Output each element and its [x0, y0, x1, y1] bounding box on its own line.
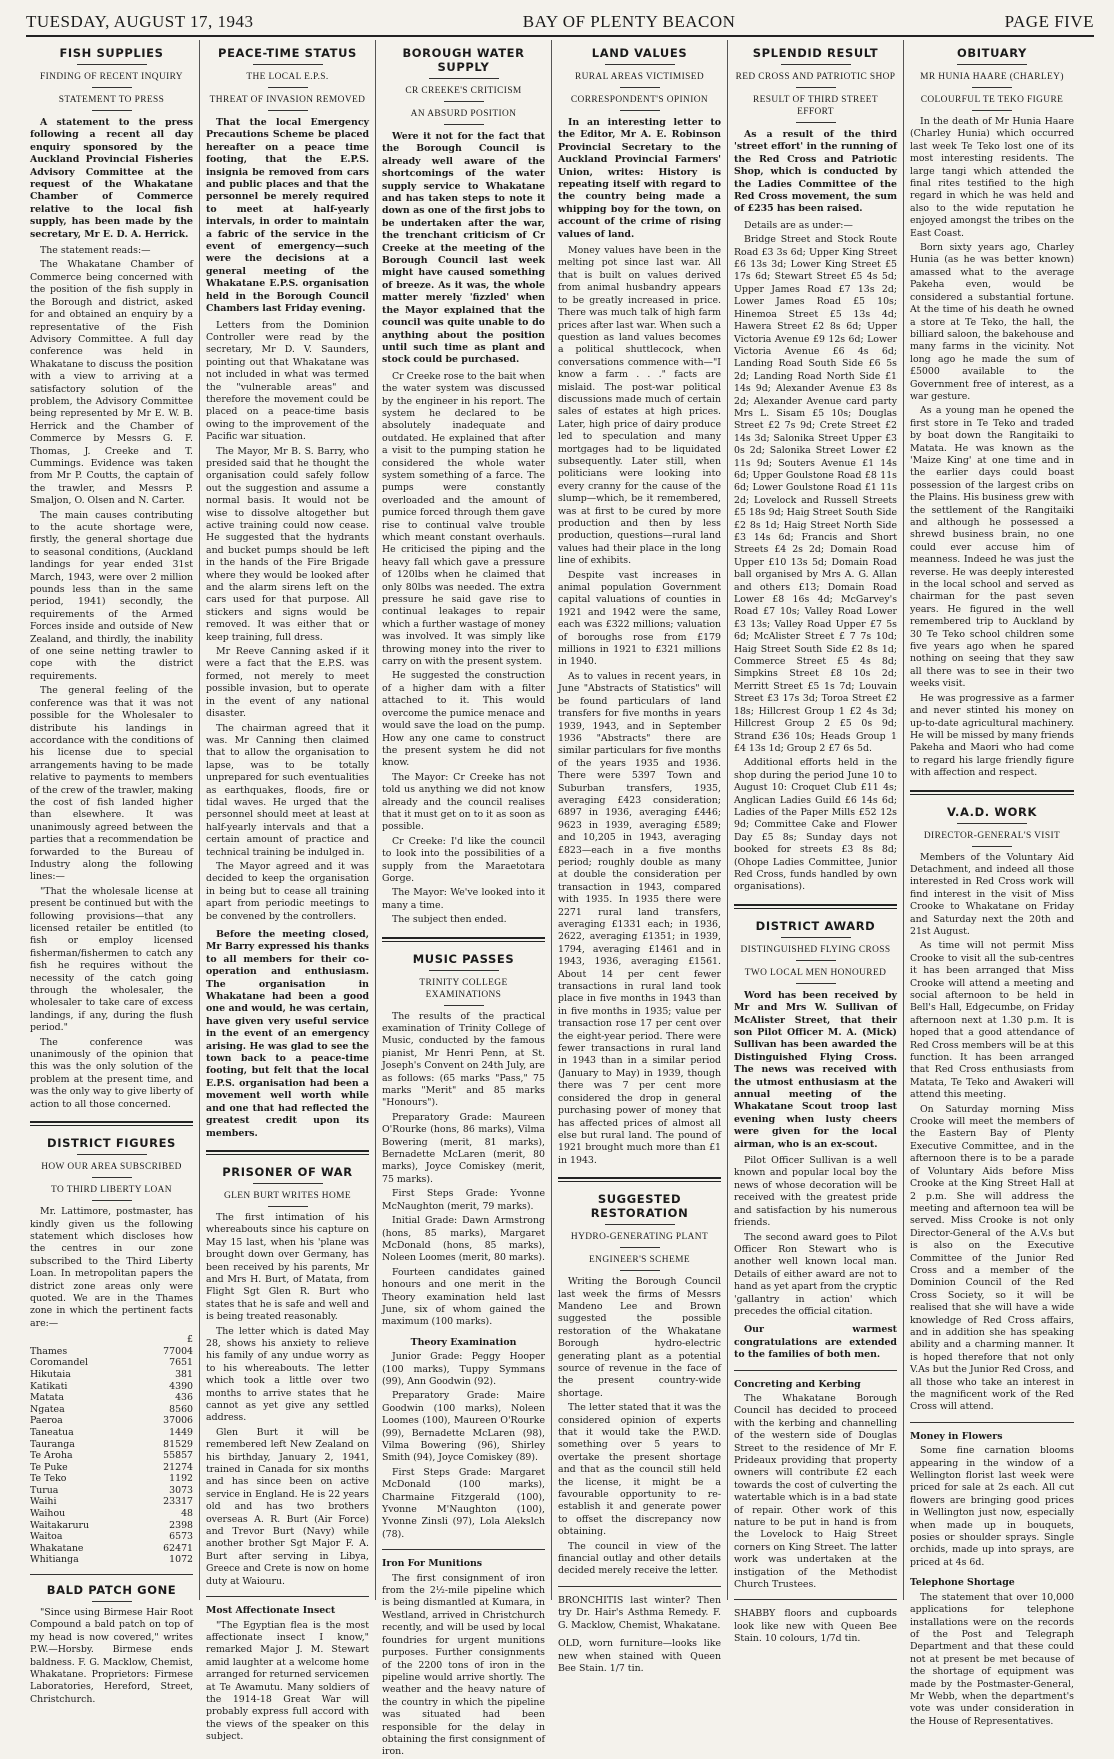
land-headline: LAND VALUES: [591, 46, 688, 60]
place-name: Taneatua: [30, 1426, 74, 1438]
loan-amount: 21274: [163, 1461, 193, 1473]
peace-headline: PEACE-TIME STATUS: [218, 46, 357, 60]
divider: [429, 970, 499, 971]
place-name: Ngatea: [30, 1403, 65, 1415]
district-subhead-2: TO THIRD LIBERTY LOAN: [51, 1185, 172, 1196]
paragraph: Preparatory Grade: Maureen O'Rourke (hons, 86 marks), Vilma Bowering (merit, 81 marks), Bernadette McLaren (merit, 80 marks), Joyce Comiskey (merit, 75 marks).: [382, 1111, 545, 1185]
divider: [796, 983, 836, 984]
water-subhead-2: AN ABSURD POSITION: [410, 109, 517, 119]
paragraph: Pilot Officer Sullivan is a well known and popular local boy the news of whose decoration will be received with the greatest pride and satisfaction by his numerous friends.: [734, 1155, 897, 1229]
obituary-headline: OBITUARY: [957, 46, 1027, 60]
divider: [620, 87, 660, 88]
table-row: [30, 1508, 193, 1520]
award-congratulations: Our warmest congratulations are extended to the families of both men.: [734, 1324, 897, 1361]
divider: [781, 937, 851, 938]
fish-subhead: FINDING OF RECENT INQUIRY: [40, 72, 183, 82]
loan-amount: 55857: [163, 1450, 193, 1462]
peace-closing: Before the meeting closed, Mr Barry expressed his thanks to all members for their co-operation and enthusiasm. The organisation in Whakatane had been a good one and would, he was certain, have given very useful service in the event of an emergency arising. He was glad to see the town back to a peace-time footing, but felt that the local E.P.S. organisation had been a movement well worth while and one that had reflected the greatest credit upon its members.: [206, 929, 369, 1139]
place-name: Matata: [30, 1392, 64, 1404]
column-4: [552, 40, 728, 1674]
section-rule: [558, 1177, 721, 1182]
paragraph: The Whakatane Borough Council has decided to proceed with the kerbing and channelling of the western side of Douglas Street to the residence of Mr F. Prideaux providing that property owners will contribute £2 each towards the cost of culverting the watertable which is in a bad state of repair. Other work of this nature to be put in hand is from the Lovelock to Haig Street corners on King Street. The latter work was undertaken at the instigation of the Methodist Church Trustees.: [734, 1392, 897, 1591]
advertisement: "Since using Birmese Hair Root Compound a bald patch on top of my head is now covered," writes P.W.—Horsby. Birmese ends baldness. F. G. Macklow, Chemist, Whakatane. Proprietors: Firmese Laboratories, Hereford, Street, Christchurch.: [30, 1607, 193, 1705]
table-row: [30, 1369, 193, 1381]
divider: [796, 87, 836, 88]
restoration-headline: SUGGESTED RESTORATION: [590, 1192, 689, 1221]
table-row: [30, 1531, 193, 1543]
paragraph: Cr Creeke rose to the bait when the water system was discussed by the engineer in his report. The system he declared to be absolutely inadequate and outdated. He explained that after a visit to the pumping station he considered the whole water system something of a farce. The pumps were constantly overloaded and the amount of pumice forced through them gave rise to continual valve trouble which meant constant overhauls. He criticised the piping and the heavy fall which gave a pressure of 120lbs when he claimed that only 80lbs was needed. The extra pressure he said gave rise to continual leakages to repair which a further wastage of money was involved. It was simply like throwing money into the river to carry on with the present system.: [382, 370, 545, 668]
paragraph: As time will not permit Miss Crooke to visit all the sub-centres it has been arranged that Miss Crooke will attend a meeting and social afternoon to be held in Bell's Hall, Edgecumbe, on Friday afternoon next at 1.30 p.m. It is hoped that a good attendance of Red Cross members will be at this function. It has been arranged that Red Cross enthusiasts from Matata, Te Teko and Awakeri will attend this meeting.: [910, 940, 1074, 1101]
divider: [268, 87, 308, 88]
paragraph: The Mayor agreed and it was decided to keep the organisation in being but to cease all training apart from periodic meetings to be convened by the controllers.: [206, 860, 369, 922]
insect-headline: Most Affectionate Insect: [206, 1605, 336, 1617]
paragraph: Mr. Lattimore, postmaster, has kindly given us the following statement which discloses how the centres in our zone subscribed to the Third Liberty Loan. In metropolitan papers the district zone areas only were quoted. We are in the Thames zone in which the pertinent facts are:—: [30, 1206, 193, 1329]
divider: [605, 64, 675, 65]
music-subhead: TRINITY COLLEGE EXAMINATIONS: [419, 977, 508, 1000]
paragraph: He was progressive as a farmer and never stinted his money on up-to-date agricultural machinery. He will be missed by many friends Pakeha and Maori who had come to regard his large friendly figure with affection and respect.: [910, 692, 1074, 779]
paragraph: Money values have been in the melting pot since last war. All that is built on values derived from animal husbandry appears to be greatly increased in price. There was much talk of high farm prices after last war. When such a question as land values becomes a political shuttlecock, when conversations commence with—"I know a farm . . ." facts are mislaid. The post-war political discussions made much of certain sales of estates at high prices. Later, high price of dairy produce led to speculation and many mortgages had to be liquidated subsequently. Later still, when politicians were looking into every cranny for the cause of the slump—which, be it remembered, was at first to be cured by more production and then by less production, questions—rural land values had their place in the long line of exhibits.: [558, 245, 721, 567]
paragraph: As to values in recent years, in June "Abstracts of Statistics" will be found particulars of land transfers for five months in years 1939, 1943, and in September 1936 "Abstracts" there are similar particulars for five months of the years 1935 and 1936. There were 5397 Town and Suburban transfers, 1935, averaging £423 consideration; 6897 in 1936, averaging £446; 9623 in 1939, averaging £589; and 10,205 in 1943, averaging £823—each in a five months period; roughly double as many at double the consideration per transaction in 1943, compared with 1935. In 1935 there were 2271 rural land transfers, averaging £1331 each; in 1936, 2622, averaging £1351; in 1939, 1794, averaging £1461 and in 1943, 1936, averaging £1561. About 14 per cent fewer transactions in rural land took place in five months in 1943 than in five months in 1935; value per transaction rose 17 per cent over the eight-year period. There were fewer transactions in rural land in 1943 than in a similar period (January to May) in 1939, though there was 7 per cent more considered the drop in general purchasing power of money that has affected prices of almost all else but rural land. The pound of 1921 brought much more than £1 in 1943.: [558, 670, 721, 1166]
paragraph: The council in view of the financial outlay and other details decided merely receive the letter.: [558, 1540, 721, 1577]
place-name: Tauranga: [30, 1438, 75, 1450]
district-subhead: HOW OUR AREA SUBSCRIBED: [41, 1162, 182, 1173]
paragraph: The Mayor: We've looked into it many a time.: [382, 887, 545, 911]
paragraph: Glen Burt it will be remembered left New Zealand on his birthday, January 2, 1941, trained in Canada for six months and has since been on active service in England. He is 22 years old and has two brothers overseas A. R. Burt (Air Force) and Trevor Burt (Navy) while another brother Sgt Major F. A. Burt after serving in Libya, Greece and Crete is now on home duty at Waiouru.: [206, 1426, 369, 1587]
place-name: Waihi: [30, 1496, 57, 1508]
table-row: [30, 1473, 193, 1485]
paragraph: The second award goes to Pilot Officer Ron Stewart who is another well known local man. Details of either award are not to hand as yet apart from the cryptic 'gallantry in action' which precedes the official citation.: [734, 1231, 897, 1317]
table-row: [30, 1415, 193, 1427]
table-row: [30, 1496, 193, 1508]
divider: [796, 960, 836, 961]
paragraph: The Whakatane Chamber of Commerce being concerned with the position of the fish supply in the Borough and district, asked for and obtained an enquiry by a representative of the Fish Advisory Committee. A full day conference was held in Whakatane to discuss the position with a view to arriving at a satisfactory solution of the problem, the Advisory Committee being represented by Mr E. W. B. Herrick and the Chamber of Commerce by Messrs G. F. Thomas, J. Creeke and T. Cummings. Evidence was taken from Mr P. Coutts, the captain of the trawler, and Messrs P. Smaljon, O. Olsen and N. Carter.: [30, 259, 193, 507]
place-name: Waitoa: [30, 1531, 63, 1543]
paragraph: First Steps Grade: Margaret McDonald (100 marks), Charmaine Fitzgerald (100), Yvonne M'Naughton (100), Yvonne Zinsli (97), Lola Alekslch (78).: [382, 1466, 545, 1540]
divider: [605, 1224, 675, 1225]
divider: [77, 64, 147, 65]
table-row: [30, 1346, 193, 1358]
place-name: Te Teko: [30, 1473, 67, 1485]
divider: [253, 64, 323, 65]
section-rule: [30, 1574, 193, 1575]
section-rule: [206, 1596, 369, 1597]
section-rule: [30, 1121, 193, 1126]
table-row: [30, 1462, 193, 1474]
divider: [957, 64, 1027, 65]
paper-title: BAY OF PLENTY BEACON: [522, 12, 736, 31]
paragraph: Preparatory Grade: Maire Goodwin (100 marks), Noleen Loomes (100), Maureen O'Rourke (99), Bernadette McLaren (98), Vilma Bowering (96), Shirley Smith (94), Joyce Comiskey (89).: [382, 1390, 545, 1464]
district-headline: DISTRICT FIGURES: [47, 1136, 176, 1151]
paragraph: The subject then ended.: [392, 914, 507, 926]
paragraph: Letters from the Dominion Controller were read by the secretary, Mr D. V. Saunders, pointing out that Whakatane was not included in what was termed the "vulnerable areas" and therefore the movement could be placed on a peace-time basis owing to the improvement of the Pacific war situation.: [206, 319, 369, 443]
paragraph: The results of the practical examination of Trinity College of Music, conducted by the famous pianist, Mr Henri Penn, at St. Joseph's Convent on 24th July, are as follows: (65 marks "Pass," 75 marks "Merit" and 85 marks "Honours").: [382, 1010, 545, 1109]
column-6: [904, 40, 1080, 1727]
place-name: Whitianga: [30, 1554, 79, 1566]
loan-amount: 2398: [169, 1519, 193, 1531]
place-name: Waitakaruru: [30, 1519, 90, 1531]
paragraph: Fourteen candidates gained honours and one merit in the Theory examination held last June, six of whom gained the maximum (100 marks).: [382, 1266, 545, 1328]
paragraph: The general feeling of the conference was that it was not possible for the Wholesaler to distribute his landings in accordance with the conditions of his license due to special arrangements having to be made relative to payments to members of the crew of the trawler, making the cost of fish landed higher than elsewhere. It was unanimously agreed between the parties that a recommendation be forwarded to the Bureau of Industry along the following lines:—: [30, 685, 193, 883]
splendid-subhead-2: RESULT OF THIRD STREET EFFORT: [752, 95, 879, 117]
paragraph: The Mayor, Mr B. S. Barry, who presided said that he thought the organisation could safely follow out the suggestion and assume a normal basis. It would not be wise to dissolve altogether but active training could now cease. He suggested that the hydrants and bucket pumps should be left in the hands of the Fire Brigade where they would be looked after and the alarm sirens left on the cars used for that purpose. All stickers and signs would be removed. It was either that or keep training, full dress.: [206, 445, 369, 643]
vad-subhead: DIRECTOR-GENERAL'S VISIT: [923, 830, 1061, 841]
loan-amount: 62471: [163, 1542, 193, 1554]
splendid-lead: As a result of the third 'street effort' in the running of the Red Cross and Patriotic Shop, which is conducted by the Ladies Committee of the Red Cross movement, the sum of £235 has been raised.: [734, 129, 897, 215]
section-rule: [382, 937, 545, 942]
water-subhead: CR CREEKE'S CRITICISM: [405, 86, 522, 96]
loan-amount: 81529: [163, 1438, 193, 1450]
place-name: Te Aroha: [30, 1450, 73, 1462]
paragraph: The chairman agreed that it was. Mr Canning then claimed that to allow the organisation to lapse, was to be totally unprepared for such eventualities as earthquakes, floods, fire or tidal waves. He urged that the personnel should meet at least at half-yearly intervals and that a certain amount of practice and technical training be indulged in.: [206, 722, 369, 858]
shabby-ad: SHABBY floors and cupboards look like new with Queen Bee Stain. 10 colours, 1/7d tin.: [734, 1608, 897, 1645]
peace-lead: That the local Emergency Precautions Scheme be placed hereafter on a peace time footing, that the E.P.S. insignia be removed from cars and public places and that the personnel be merely required to meet at half-yearly intervals, in order to maintain a fabric of the service in the event of emergency—such were the decisions at a general meeting of the Whakatane E.P.S. organisation held in the Borough Council Chambers last Friday evening.: [206, 117, 369, 315]
divider: [444, 101, 484, 102]
table-header: [30, 1334, 193, 1346]
divider: [444, 1005, 484, 1006]
section-rule: [558, 1586, 721, 1587]
table-row: [30, 1381, 193, 1393]
paragraph: Initial Grade: Dawn Armstrong (hons, 85 marks), Margaret McDonald (hons, 85 marks), Noleen Loomes (merit, 80 marks).: [382, 1215, 546, 1264]
loan-amount: 77004: [163, 1345, 193, 1357]
restoration-subhead-2: ENGINEER'S SCHEME: [589, 1255, 690, 1266]
section-rule: [734, 1599, 897, 1600]
divider: [972, 87, 1012, 88]
loan-table: [30, 1334, 193, 1566]
paragraph: Members of the Voluntary Aid Detachment, and indeed all those interested in Red Cross work will find interest in the visit of Miss Crooke to Whakatane on Friday and Saturday next the 20th and 21st August.: [910, 851, 1074, 937]
water-headline: BOROUGH WATER SUPPLY: [402, 46, 525, 74]
divider: [444, 124, 484, 125]
kerbing-headline: Concreting and Kerbing: [734, 1378, 861, 1390]
splendid-headline: SPLENDID RESULT: [752, 46, 879, 60]
iron-headline: Iron For Munitions: [382, 1558, 483, 1570]
music-headline: MUSIC PASSES: [412, 951, 515, 966]
divider: [620, 1270, 660, 1271]
land-subhead: RURAL AREAS VICTIMISED: [574, 72, 705, 82]
award-headline: DISTRICT AWARD: [755, 918, 876, 933]
divider: [253, 1183, 323, 1184]
paragraph: Some fine carnation blooms appearing in the window of a Wellington florist last week were priced for sale at 2s each. All cut flowers are bringing good prices in Wellington just now, especially when made up in bouquets, posies or shoulder sprays. Single orchids, made up into sprays, are priced at 4s 6d.: [910, 1445, 1074, 1568]
loan-amount: 6573: [169, 1531, 193, 1543]
loan-amount: 381: [175, 1368, 193, 1380]
paragraph: Despite vast increases in animal population Government capital valuations of counties in 1921 and 1942 were the same, each was £322 millions; valuation of boroughs rose from £179 millions in 1921 to £321 millions in 1940.: [558, 569, 721, 668]
section-rule: [910, 1422, 1074, 1423]
section-rule: [910, 790, 1074, 795]
restoration-subhead: HYDRO-GENERATING PLANT: [570, 1232, 709, 1243]
loan-amount: 48: [181, 1508, 193, 1520]
place-name: Waihou: [30, 1508, 66, 1520]
paragraph: The letter which is dated May 28, shows his anxiety to relieve his family of any undue worry as to his whereabouts. The letter which took a little over two months to arrive states that he cannot as yet give any settled address.: [206, 1325, 369, 1424]
paragraph: First Steps Grade: Yvonne McNaughton (merit, 79 marks).: [382, 1188, 545, 1212]
fish-headline: FISH SUPPLIES: [59, 46, 164, 60]
paragraph: The statement that over 10,000 applications for telephone installations were on the records of the Post and Telegraph Department and that these could not at present be met because of the shortage of equipment was made by the Postmaster-General, Mr Webb, when the department's vote was under consideration in the House of Representatives.: [910, 1591, 1074, 1727]
splendid-subhead: RED CROSS AND PATRIOTIC SHOP: [735, 72, 896, 82]
paragraph: The Mayor: Cr Creeke has not told us anything we did not know already and the council realises that it must get on to it as soon as possible.: [382, 771, 545, 833]
paragraph: Mr Reeve Canning asked if it were a fact that the E.P.S. was formed, not merely to meet possible invasion, but to operate in the event of any national disaster.: [206, 646, 369, 720]
divider: [268, 1206, 308, 1207]
currency-symbol: £: [187, 1334, 193, 1346]
loan-amount: 37006: [163, 1415, 193, 1427]
vad-headline: V.A.D. WORK: [946, 804, 1037, 819]
issue-date: TUESDAY, AUGUST 17, 1943: [26, 12, 254, 31]
paragraph: Additional efforts held in the shop during the period June 10 to August 10: Croquet Club £11 4s; Anglican Ladies Guild £6 14s 6d; Ladies of the Paper Mills £52 12s 9d; Committee Cake and Flower Day £5 8s; Sunday days not booked for streets £3 8s 8d; (Ohope Ladies Committee, Junior Red Cross, funds handled by own organisations).: [734, 757, 897, 893]
loan-amount: 4390: [169, 1380, 193, 1392]
money-headline: Money in Flowers: [910, 1430, 1003, 1442]
columns: [24, 40, 1098, 1758]
masthead: [26, 10, 1094, 37]
loan-amount: 1192: [169, 1473, 193, 1485]
loan-amount: 8560: [169, 1403, 193, 1415]
loan-amount: 1449: [169, 1426, 193, 1438]
prisoner-subhead: GLEN BURT WRITES HOME: [223, 1190, 352, 1201]
stain-ad: OLD, worn furniture—looks like new when stained with Queen Bee Stain. 1/7 tin.: [558, 1638, 721, 1674]
prisoner-headline: PRISONER OF WAR: [222, 1164, 353, 1179]
table-row: [30, 1543, 193, 1555]
table-row: [30, 1485, 193, 1497]
award-subhead-2: TWO LOCAL MEN HONOURED: [744, 967, 887, 978]
paragraph: The first consignment of iron from the 2½-mile pipeline which is being dismantled at Kumara, in Westland, arrived in Christchurch recently, and will be used by local foundries for urgent munitions purposes. Further consignments of the 2200 tons of iron in the pipeline would arrive shortly. The weather and the heavy nature of the country in which the pipeline was situated had been responsible for the delay in obtaining the first consignment of iron.: [382, 1572, 545, 1758]
paragraph: Cr Creeke: I'd like the council to look into the possibilities of a supply from the Maraetotara Gorge.: [382, 835, 545, 884]
place-name: Paeroa: [30, 1415, 63, 1427]
column-2: [200, 40, 376, 1743]
paragraph: Born sixty years ago, Charley Hunia (as he was better known) amassed what to the average Pakeha even, would be considered a substantial fortune. At the time of his death he owned a store at Te Teko, the hall, the billiard saloon, the bakehouse and many farms in the vicinity. Not long ago he made the sum of £5000 available to the Government free of interest, as a war gesture.: [910, 242, 1074, 402]
section-rule: [382, 1549, 545, 1550]
table-row: [30, 1392, 193, 1404]
divider: [92, 1601, 132, 1602]
table-row: [30, 1427, 193, 1439]
phone-headline: Telephone Shortage: [910, 1577, 1015, 1589]
divider: [957, 823, 1027, 824]
paragraph: The letter stated that it was the considered opinion of experts that it would take the P.W.D. something over 5 years to overtake the present shortage and that as the council still held the license, it might be a favourable opportunity to re-establish it and generate power to offset the discrepancy now obtaining.: [558, 1402, 721, 1538]
section-rule: [734, 1370, 897, 1371]
paragraph: On Saturday morning Miss Crooke will meet the members of the Eastern Bay of Plenty Executive Committee, and in the afternoon there is to be a parade of Voluntary Aids before Miss Crooke at the King Street Hall at 2 p.m. She will address the meeting and afternoon tea will be served. Miss Crooke is not only Director-General of the A.V.s but is also on the Executive Committee of the Junior Red Cross and a member of the Dominion Council of the Red Cross Society, so it will be realised that she will have a wide knowledge of Red Cross affairs, and in addition she has speaking ability and a charming manner. It is hoped therefore that not only V.As but the Junior Red Cross, and all those who take an interest in the magnificent work of the Red Cross will attend.: [910, 1103, 1074, 1413]
paragraph: He suggested the construction of a higher dam with a filter attached to it. This would overcome the pumice menace and would save the load on the pump. How any one came to construct the present system he did not know.: [382, 670, 545, 769]
bronchitis-ad: BRONCHITIS last winter? Then try Dr. Hair's Asthma Remedy. F. G. Macklow, Chemist, Whakatane.: [558, 1594, 721, 1631]
paragraph: The statement reads:—: [40, 245, 151, 257]
loan-amount: 7651: [169, 1357, 193, 1369]
paragraph: In the death of Mr Hunia Haare (Charley Hunia) which occurred last week Te Teko lost one of its most interesting residents. The large tangi which attended the final rites testified to the high regard in which he was held and also to the wide reputation he enjoyed amongst the tribes on the East Coast.: [910, 116, 1074, 239]
section-rule: [206, 1150, 369, 1155]
divider: [620, 1247, 660, 1248]
loan-amount: 23317: [163, 1496, 193, 1508]
table-row: [30, 1554, 193, 1566]
fish-lead: A statement to the press following a recent all day enquiry sponsored by the Auckland Provincial Fisheries Advisory Committee at the request of the Whakatane Chamber of Commerce relative to the local fish supply, has been made by the secretary, Mr E. D. A. Herrick.: [30, 117, 193, 240]
table-row: [30, 1450, 193, 1462]
divider: [92, 110, 132, 111]
theory-subhead: Theory Examination: [410, 1336, 517, 1348]
obituary-subhead-2: COLOURFUL TE TEKO FIGURE: [920, 95, 1064, 105]
divider: [781, 64, 851, 65]
table-row: [30, 1357, 193, 1369]
peace-subhead-2: THREAT OF INVASION REMOVED: [209, 95, 366, 105]
place-name: Katikati: [30, 1380, 68, 1392]
obituary-subhead: MR HUNIA HAARE (CHARLEY): [920, 72, 1064, 82]
column-3: [376, 40, 552, 1758]
land-subhead-2: CORRESPONDENT'S OPINION: [570, 95, 709, 105]
place-name: Hikutaia: [30, 1368, 71, 1380]
table-row: [30, 1404, 193, 1416]
loan-amount: 3073: [169, 1484, 193, 1496]
place-name: Thames: [30, 1345, 68, 1357]
table-row: [30, 1520, 193, 1532]
paragraph: The conference was unanimously of the opinion that this was the only solution of the problem at the present time, and was the only way to give liberty of action to all those concerned.: [30, 1036, 193, 1110]
place-name: Turua: [30, 1484, 59, 1496]
divider: [92, 1177, 132, 1178]
divider: [92, 1200, 132, 1201]
divider: [796, 122, 836, 123]
water-lead: Were it not for the fact that the Borough Council is already well aware of the shortcomings of the water supply service to Whakatane and has taken steps to note it down as one of the first jobs to be undertaken after the war, the trenchant criticism of Cr Creeke at the meeting of the Borough Council last week might have caused something of breeze. As it was, the whole matter merely 'fizzled' when the Mayor explained that the council was quite unable to do anything about the position until such time as plant and stock could be purchased.: [382, 131, 545, 366]
divider: [429, 78, 499, 79]
paragraph: "That the wholesale license at present be continued but with the following provisions—that any licensed retailer be entitled (to fish or employ licensed fisherman/fishermen to catch any fish he requires without the necessity of the catch going through the wholesaler, the wholesaler to take care of excess landings, if any, during the flush period.": [30, 885, 193, 1034]
page-number: PAGE FIVE: [1004, 12, 1094, 31]
divider: [77, 1154, 147, 1155]
divider: [92, 87, 132, 88]
table-row: [30, 1439, 193, 1451]
paragraph: "The Egyptian flea is the most affectionate insect I know," remarked Major J. M. Stewart amid laughter at a welcome home arranged for returned servicemen at Te Awamutu. Many soldiers of the 1914-18 Great War will probably express full accord with the views of the speaker on this subject.: [206, 1619, 369, 1743]
paragraph: Details are as under:—: [744, 219, 853, 231]
section-rule: [734, 904, 897, 909]
paragraph: Writing the Borough Council last week the firms of Messrs Mandeno Lee and Brown suggested the possible restoration of the Whakatane Borough hydro-electric generating plant as a potential source of revenue in the face of the present country-wide shortage.: [558, 1276, 721, 1399]
divider: [268, 110, 308, 111]
paragraph: Bridge Street and Stock Route Road £3 3s 6d; Upper King Street £6 13s 3d; Lower King Street £5 17s 6d; Stewart Street £5 4s 5d; Upper James Road £7 13s 2d; Lower James Road £5 10s; Hinemoa Street £5 13s 4d; Hawera Street £2 8s 6d; Upper Victoria Avenue £9 12s 6d; Lower Victoria Avenue £6 4s 6d; Landing Road South Side £6 5s 2d; Landing Road North Side £1 14s 9d; Alexander Avenue £3 8s 2d; Alexander Avenue card party Mrs L. Sisam £5 10s; Douglas Street £2 7s 9d; Crete Street £2 14s 3d; Salonika Street Upper £3 0s 2d; Salonika Street Lower £2 11s 9d; Souters Avenue £1 14s 6d; Upper Goulstone Road £8 11s 6d; Lower Goulstone Road £1 11s 2d; Lovelock and Russell Streets £5 18s 9d; Haig Street South Side £2 8s 1d; Haig Street North Side £3 14s 6d; Francis and Short Streets £4 2s 2d; Domain Road Upper £10 13s 5d; Domain Road ball organised by Mrs A. G. Allan and others £13; Domain Road Lower £8 16s 4d; McGarvey's Road £7 10s; Valley Road Lower £3 13s; Valley Road Upper £7 5s 6d; McAlister Street £ 7 7s 10d; Haig Street South Side £2 8s 1d; Commerce Street £5 4s 8d; Simpkins Street £8 10s 2d; Merritt Street £5 1s 7d; Louvain Street £3 17s 3d; Toroa Street £2 18s; Hillcrest Group 1 £2 4s 3d; Hillcrest Group 2 £5 0s 9d; Strand £36 10s; Heads Group 1 £4 13s 1d; Group 2 £7 6s 5d.: [734, 234, 897, 754]
paragraph: Junior Grade: Peggy Hooper (100 marks), Tuppy Symmans (99), Ann Goodwin (92).: [382, 1351, 545, 1387]
award-lead: Word has been received by Mr and Mrs W. Sullivan of McAlister Street, that their son Pilot Officer M. A. (Mick) Sullivan has been awarded the Distinguished Flying Cross. The news was received with the utmost enthusiasm at the annual meeting of the Whakatane Scout troop last evening when lusty cheers were given for the local airman, who is an ex-scout.: [734, 989, 897, 1150]
place-name: Whakatane: [30, 1542, 84, 1554]
award-subhead: DISTINGUISHED FLYING CROSS: [740, 944, 891, 955]
land-lead: In an interesting letter to the Editor, Mr A. E. Robinson Provincial Secretary to the Auckland Provincial Farmers' Union, writes: History is repeating itself with regard to the country being made a whipping boy for the town, on account of the crime of rising values of land.: [558, 117, 721, 240]
bald-headline: BALD PATCH GONE: [46, 1583, 177, 1598]
column-1: [24, 40, 200, 1705]
column-5: [728, 40, 904, 1645]
paragraph: The main causes contributing to the acute shortage were, firstly, the general shortage due to seasonal conditions, (Auckland landings for year ended 31st March, 1943, were over 2 million pounds less than in the same period, 1941) secondly, the requirements of the Armed Forces inside and outside of New Zealand, and thirdly, the inability of one seine netting trawler to cope with the district requirements.: [30, 509, 193, 682]
divider: [972, 846, 1012, 847]
place-name: Coromandel: [30, 1357, 89, 1369]
place-name: Te Puke: [30, 1461, 68, 1473]
divider: [620, 110, 660, 111]
paragraph: As a young man he opened the first store in Te Teko and traded by boat down the Rangitaiki to Matata. He was known as the 'Maize King' at one time and in the earlier days could boast possession of the largest cribs on the Plains. His business grew with the settlement of the Rangitaiki and although he possessed a shrewd business brain, no one could ever accuse him of meanness. Indeed he was just the reverse. He was deeply interested in the local school and served as chairman for the past seven years. He figured in the well remembered trip to Auckland by 30 Te Teko school children some five years ago when he spared nothing on seeing that they saw all there was to see in their two weeks visit.: [910, 405, 1074, 690]
paragraph: The first intimation of his whereabouts since his capture on May 15 last, when his 'plane was brought down over Germany, has been received by his parents, Mr and Mrs H. Burt, of Matata, from Flight Sgt Glen R. Burt who states that he is safe and well and is being treated reasonably.: [206, 1211, 369, 1323]
divider: [972, 110, 1012, 111]
peace-subhead: THE LOCAL E.P.S.: [246, 72, 329, 82]
fish-subhead-2: STATEMENT TO PRESS: [58, 95, 165, 105]
loan-amount: 1072: [169, 1554, 193, 1566]
loan-amount: 436: [175, 1392, 193, 1404]
